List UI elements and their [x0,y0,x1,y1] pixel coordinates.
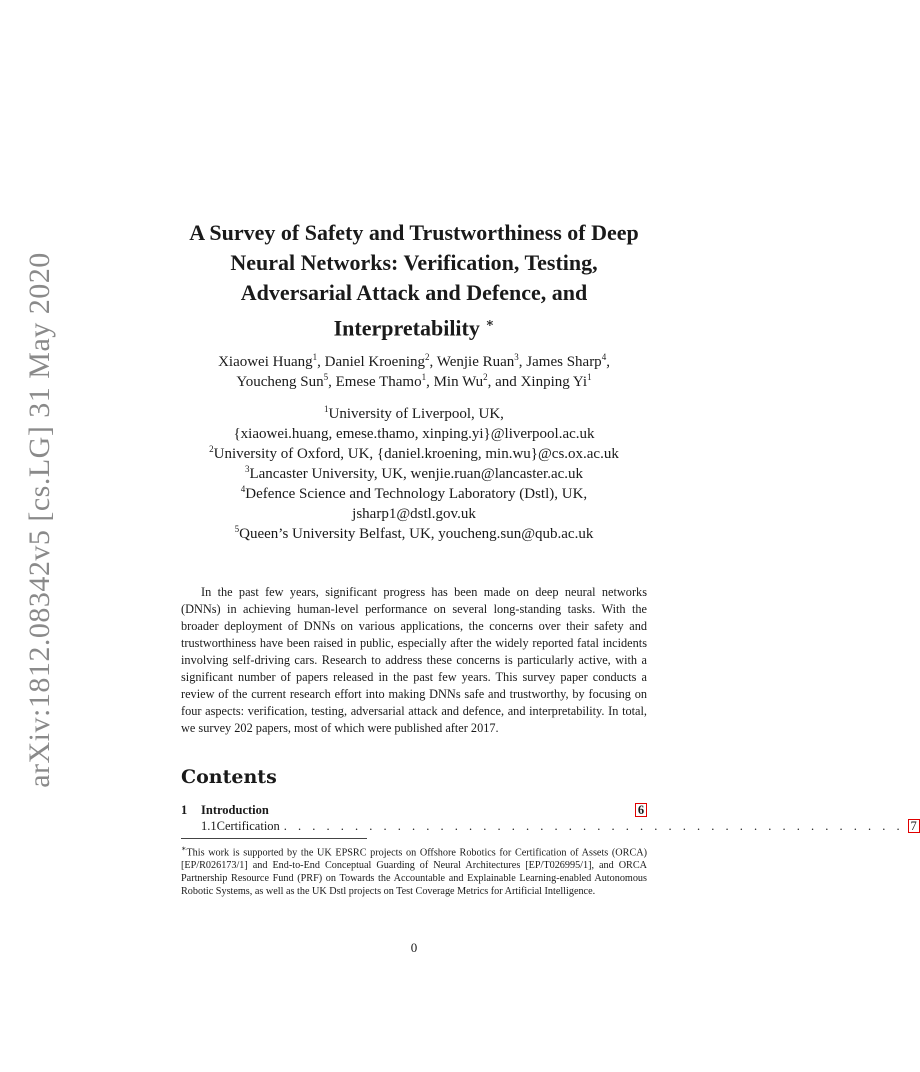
toc-entry-number: 1.1 [201,819,217,833]
author-name: Xiaowei Huang [218,354,313,370]
affiliation-mark: 3 [244,464,250,474]
paper-title [180,218,648,343]
author-affil-mark: 2 [483,372,488,382]
abstract-paragraph: In the past few years, significant progress has been made on deep neural networks (DNNs) in achieving human-level performance on several long-standing tasks. With the broader deployment of DNNs on various applications, the concerns over their safety and trustworthiness have been raised in public, especially after the widely reported fatal incidents involving self-driving cars. Research to address these concerns is particularly active, with a significant number of papers released in the past few years. This survey paper conducts a review of the current research effort into making DNNs safe and trustworthy, by focusing on four aspects: verification, testing, adversarial attack and defence, and interpretability. In total, we survey 202 papers, most of which were published after 2017. [181,585,647,735]
footnote-rule [181,838,367,839]
arxiv-identifier: arXiv:1812.08342v5 [cs.LG] 31 May 2020 [23,252,56,788]
author-separator: , [328,374,336,390]
toc-entry-number: 1 [181,803,188,817]
footnote-text: This work is supported by the UK EPSRC projects on Offshore Robotics for Certification of Assets (ORCA) [EP/R026173/1] and End-to-End Conceptual Guarding of Neural Architectures [EP/T026995/1], and ORCA Partnership Resource Fund (PRF) on Towards the Accountable and Explainable Learning-enabled Autonomous Robotic Systems, as well as the UK Dstl projects on Test Coverage Metrics for Artificial Intelligence. [181,847,647,898]
author-separator: , [426,374,434,390]
author-list [150,352,678,392]
author-affil-mark: 5 [323,372,329,382]
affiliation-line [150,504,678,524]
page-number: 0 [410,940,418,955]
author-separator: , and [487,374,521,390]
arxiv-stamp [8,252,72,788]
affiliation-line [150,484,678,504]
affiliation-mark: 5 [234,524,240,534]
title-line: Interpretability [333,315,480,341]
author-name: Wenjie Ruan [436,354,515,370]
author-name: James Sharp [526,354,602,370]
title-line: Neural Networks: Verification, Testing, [230,250,598,275]
title-line: A Survey of Safety and Trustworthiness of Deep [189,220,639,245]
affiliation-text: Defence Science and Technology Laboratory (Dstl), UK, [245,486,588,502]
toc-entry-title: Introduction [201,803,269,817]
author-affil-mark: 1 [421,372,427,382]
affiliation-text: jsharp1@dstl.gov.uk [352,506,476,522]
footnote [181,842,647,898]
author-separator: , [429,354,437,370]
toc-entry-introduction[interactable] [181,802,647,818]
toc-dot-leader: . . . . . . . . . . . . . . . . . . . . . . . . . . . . . . . . . . . . . . . . . . . . [283,819,904,833]
footnote-mark: ∗ [181,844,187,853]
author-separator: , [606,354,610,370]
author-affil-mark: 2 [425,352,430,362]
affiliation-text: {xiaowei.huang, emese.thamo, xinping.yi}@liverpool.ac.uk [233,426,595,442]
author-separator: , [518,354,527,370]
affiliation-line [150,424,678,444]
title-line: Adversarial Attack and Defence, and [240,280,588,305]
toc-page-link[interactable]: 6 [635,803,647,817]
affiliation-mark: 1 [324,404,329,414]
affiliation-line [150,464,678,484]
affiliation-text: Lancaster University, UK, wenjie.ruan@lancaster.ac.uk [249,466,584,482]
author-affil-mark: 4 [601,352,607,362]
author-name: Xinping Yi [520,374,588,390]
toc-page-link[interactable]: 7 [908,819,920,833]
author-affil-mark: 3 [514,352,519,362]
affiliation-text: Queen’s University Belfast, UK, youcheng.sun@qub.ac.uk [239,526,594,542]
affiliation-mark: 2 [209,444,214,454]
author-separator: , [317,354,325,370]
toc-entry-title: Certification [216,819,280,833]
author-name: Daniel Kroening [324,354,426,370]
affiliation-line [150,444,678,464]
affiliation-mark: 4 [240,484,246,494]
affiliation-line [150,524,678,544]
affiliation-text: University of Liverpool, UK, [328,406,504,422]
toc-entry-certification[interactable] [181,818,917,834]
title-footnote-mark: ∗ [485,315,495,330]
affiliation-text: University of Oxford, UK, {daniel.kroening, min.wu}@cs.ox.ac.uk [213,446,619,462]
contents-heading: Contents [181,766,277,788]
author-affil-mark: 1 [312,352,318,362]
author-name: Min Wu [433,374,484,390]
author-name: Youcheng Sun [236,374,324,390]
affiliation-list [150,404,678,544]
author-name: Emese Thamo [335,374,422,390]
author-affil-mark: 1 [587,372,592,382]
affiliation-line [150,404,678,424]
